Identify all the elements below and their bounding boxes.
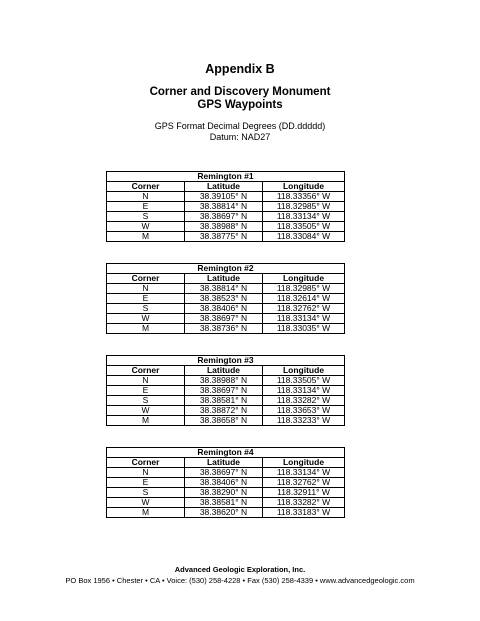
latitude-cell: 38.38814° N bbox=[185, 202, 263, 212]
corner-cell: S bbox=[107, 304, 185, 314]
footer-company: Advanced Geologic Exploration, Inc. bbox=[174, 565, 306, 574]
latitude-cell: 38.38736° N bbox=[185, 324, 263, 334]
corner-cell: N bbox=[107, 468, 185, 478]
longitude-cell: 118.33035° W bbox=[263, 324, 345, 334]
latitude-cell: 38.38620° N bbox=[185, 508, 263, 518]
table-row bbox=[107, 212, 345, 222]
table-title: Remington #3 bbox=[107, 356, 345, 366]
table-row bbox=[107, 294, 345, 304]
footer-contact: PO Box 1956 • Chester • CA • Voice: (530) 258-4228 • Fax (530) 258-4339 • www.advancedgeologic.com bbox=[65, 576, 415, 585]
waypoint-table bbox=[106, 171, 345, 242]
latitude-cell: 38.38697° N bbox=[185, 468, 263, 478]
table-row bbox=[107, 498, 345, 508]
subtitle-line-2: GPS Waypoints bbox=[197, 99, 283, 111]
table-row bbox=[107, 222, 345, 232]
corner-cell: M bbox=[107, 324, 185, 334]
corner-cell: N bbox=[107, 376, 185, 386]
latitude-cell: 38.38697° N bbox=[185, 212, 263, 222]
corner-cell: E bbox=[107, 386, 185, 396]
waypoint-table bbox=[106, 263, 345, 334]
corner-cell: M bbox=[107, 416, 185, 426]
table-row bbox=[107, 416, 345, 426]
latitude-cell: 38.38658° N bbox=[185, 416, 263, 426]
table-row bbox=[107, 488, 345, 498]
column-header-corner: Corner bbox=[107, 274, 185, 284]
latitude-cell: 38.38988° N bbox=[185, 376, 263, 386]
latitude-cell: 38.38775° N bbox=[185, 232, 263, 242]
table-row bbox=[107, 478, 345, 488]
table-row bbox=[107, 324, 345, 334]
longitude-cell: 118.33356° W bbox=[263, 192, 345, 202]
latitude-cell: 38.39105° N bbox=[185, 192, 263, 202]
page-title: Appendix B bbox=[205, 62, 275, 76]
longitude-cell: 118.33282° W bbox=[263, 396, 345, 406]
longitude-cell: 118.33505° W bbox=[263, 222, 345, 232]
table-row bbox=[107, 468, 345, 478]
table-row bbox=[107, 396, 345, 406]
table-row bbox=[107, 508, 345, 518]
corner-cell: W bbox=[107, 222, 185, 232]
longitude-cell: 118.32985° W bbox=[263, 202, 345, 212]
corner-cell: N bbox=[107, 192, 185, 202]
longitude-cell: 118.33134° W bbox=[263, 212, 345, 222]
latitude-cell: 38.38581° N bbox=[185, 396, 263, 406]
latitude-cell: 38.38581° N bbox=[185, 498, 263, 508]
latitude-cell: 38.38988° N bbox=[185, 222, 263, 232]
column-header-longitude: Longitude bbox=[263, 182, 345, 192]
longitude-cell: 118.33134° W bbox=[263, 468, 345, 478]
table-row bbox=[107, 192, 345, 202]
corner-cell: S bbox=[107, 212, 185, 222]
longitude-cell: 118.33134° W bbox=[263, 314, 345, 324]
longitude-cell: 118.32911° W bbox=[263, 488, 345, 498]
longitude-cell: 118.32614° W bbox=[263, 294, 345, 304]
corner-cell: N bbox=[107, 284, 185, 294]
column-header-latitude: Latitude bbox=[185, 366, 263, 376]
longitude-cell: 118.32762° W bbox=[263, 478, 345, 488]
corner-cell: E bbox=[107, 202, 185, 212]
latitude-cell: 38.38406° N bbox=[185, 304, 263, 314]
table-title: Remington #1 bbox=[107, 172, 345, 182]
column-header-corner: Corner bbox=[107, 366, 185, 376]
longitude-cell: 118.32985° W bbox=[263, 284, 345, 294]
table-title: Remington #2 bbox=[107, 264, 345, 274]
column-header-latitude: Latitude bbox=[185, 182, 263, 192]
table-row bbox=[107, 202, 345, 212]
table-row bbox=[107, 376, 345, 386]
corner-cell: W bbox=[107, 314, 185, 324]
corner-cell: E bbox=[107, 294, 185, 304]
longitude-cell: 118.33653° W bbox=[263, 406, 345, 416]
corner-cell: W bbox=[107, 498, 185, 508]
column-header-latitude: Latitude bbox=[185, 274, 263, 284]
corner-cell: M bbox=[107, 232, 185, 242]
longitude-cell: 118.33282° W bbox=[263, 498, 345, 508]
column-header-corner: Corner bbox=[107, 458, 185, 468]
corner-cell: M bbox=[107, 508, 185, 518]
longitude-cell: 118.33134° W bbox=[263, 386, 345, 396]
longitude-cell: 118.33084° W bbox=[263, 232, 345, 242]
latitude-cell: 38.38697° N bbox=[185, 386, 263, 396]
column-header-corner: Corner bbox=[107, 182, 185, 192]
table-row bbox=[107, 232, 345, 242]
waypoint-table bbox=[106, 447, 345, 518]
longitude-cell: 118.33183° W bbox=[263, 508, 345, 518]
column-header-longitude: Longitude bbox=[263, 274, 345, 284]
table-row bbox=[107, 406, 345, 416]
table-row bbox=[107, 386, 345, 396]
waypoint-table bbox=[106, 355, 345, 426]
table-row bbox=[107, 304, 345, 314]
table-row bbox=[107, 284, 345, 294]
column-header-longitude: Longitude bbox=[263, 458, 345, 468]
latitude-cell: 38.38697° N bbox=[185, 314, 263, 324]
column-header-longitude: Longitude bbox=[263, 366, 345, 376]
subtitle-line-1: Corner and Discovery Monument bbox=[149, 86, 331, 98]
corner-cell: E bbox=[107, 478, 185, 488]
latitude-cell: 38.38872° N bbox=[185, 406, 263, 416]
corner-cell: S bbox=[107, 396, 185, 406]
table-row bbox=[107, 314, 345, 324]
longitude-cell: 118.32762° W bbox=[263, 304, 345, 314]
format-note: GPS Format Decimal Degrees (DD.ddddd) bbox=[154, 121, 326, 131]
column-header-latitude: Latitude bbox=[185, 458, 263, 468]
latitude-cell: 38.38406° N bbox=[185, 478, 263, 488]
latitude-cell: 38.38523° N bbox=[185, 294, 263, 304]
datum-note: Datum: NAD27 bbox=[209, 132, 271, 142]
latitude-cell: 38.38290° N bbox=[185, 488, 263, 498]
longitude-cell: 118.33505° W bbox=[263, 376, 345, 386]
corner-cell: S bbox=[107, 488, 185, 498]
longitude-cell: 118.33233° W bbox=[263, 416, 345, 426]
table-title: Remington #4 bbox=[107, 448, 345, 458]
latitude-cell: 38.38814° N bbox=[185, 284, 263, 294]
corner-cell: W bbox=[107, 406, 185, 416]
